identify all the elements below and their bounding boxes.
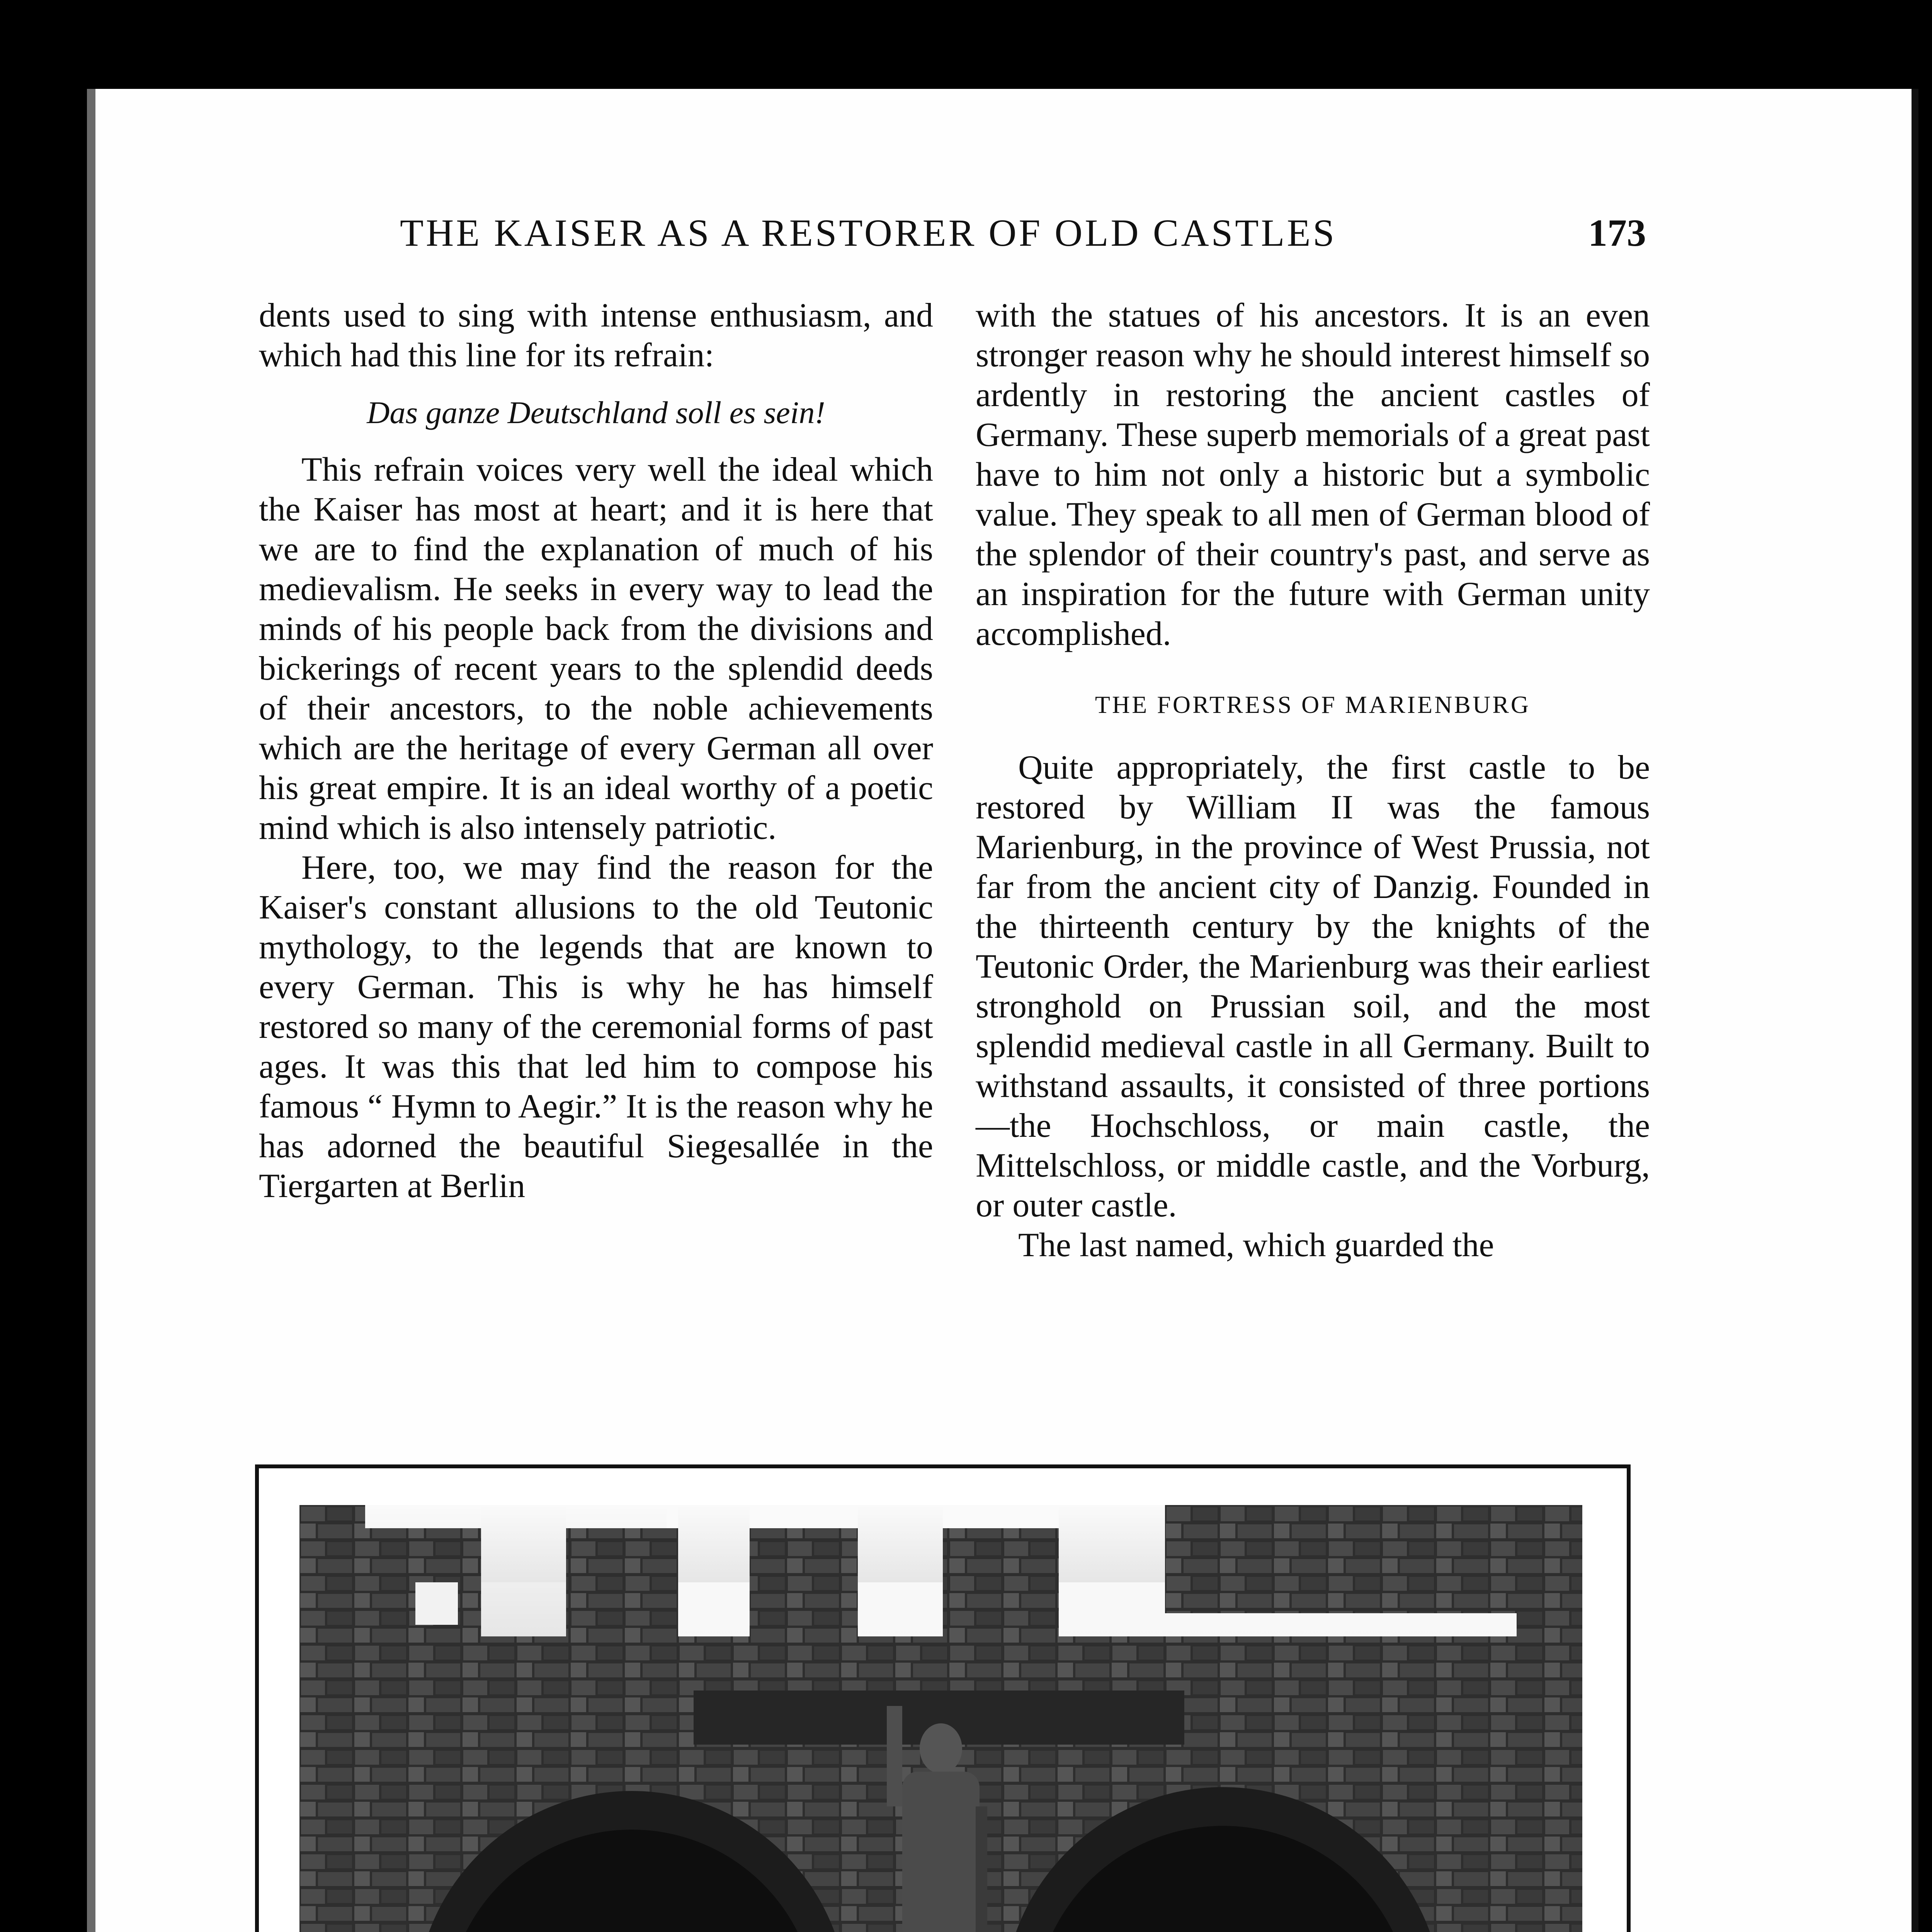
paragraph: with the statues of his ancestors. It is an even stronger reason why he should interest himself so ardently in restoring the ancient castles of Germany. These superb memorials of a great past have to him not only a historic but a symbolic value. They speak to all men of German blood of the splendor of their country's past, and serve as an inspiration for the future with German unity accomplished.	[976, 297, 1650, 653]
paragraph: Quite appropriately, the first castle to be restored by William II was the famous Marienburg, in the province of West Prussia, not far from the ancient city of Danzig. Founded in the thirteenth century by the knights of the Teutonic Order, the Marienburg was their earliest stronghold on Prussian soil, and the most splendid medieval castle in all Germany. Built to withstand assaults, it consisted of three portions—the Hochschloss, or main castle, the Mittelschloss, or middle castle, and the Vorburg, or outer castle.	[976, 749, 1650, 1224]
photo-frame	[255, 1464, 1631, 1932]
paragraph: Here, too, we may find the reason for the Kaiser's constant allusions to the old Teutonic mythology, to the legends that are known to every German. This is why he has himself restored so many of the ceremonial forms of past ages. It was this that led him to compose his famous “ Hymn to Aegir.” It is the reason why he has adorned the beautiful Siegesallée in the Tiergarten at Berlin	[259, 849, 933, 1205]
section-subhead: THE FORTRESS OF MARIENBURG	[1095, 691, 1531, 718]
left-column	[259, 296, 933, 1206]
book-spine	[35, 89, 87, 1932]
page-number: 173	[1588, 211, 1646, 254]
running-head: THE KAISER AS A RESTORER OF OLD CASTLES	[400, 211, 1337, 254]
page-edge	[1912, 89, 1918, 1932]
castle-gate-illustration	[299, 1505, 1582, 1932]
paragraph: The last named, which guarded the	[1018, 1226, 1494, 1264]
paragraph: This refrain voices very well the ideal which the Kaiser has most at heart; and it is here that we are to find the explanation of much of his medievalism. He seeks in every way to lead the minds of his people back from the divisions and bickerings of recent years to the splendid deeds of their ancestors, to the noble achievements which are the heritage of every German all over his great empire. It is an ideal worthy of a poetic mind which is also intensely patriotic.	[259, 451, 933, 847]
verse-quote: Das ganze Deutschland soll es sein!	[367, 395, 825, 430]
gutter-shadow	[87, 89, 95, 1932]
castle-gate-photo	[299, 1505, 1582, 1932]
magazine-page	[35, 89, 1918, 1932]
paragraph: dents used to sing with intense enthusiasm, and which had this line for its refrain:	[259, 297, 933, 374]
right-column	[976, 296, 1650, 1265]
